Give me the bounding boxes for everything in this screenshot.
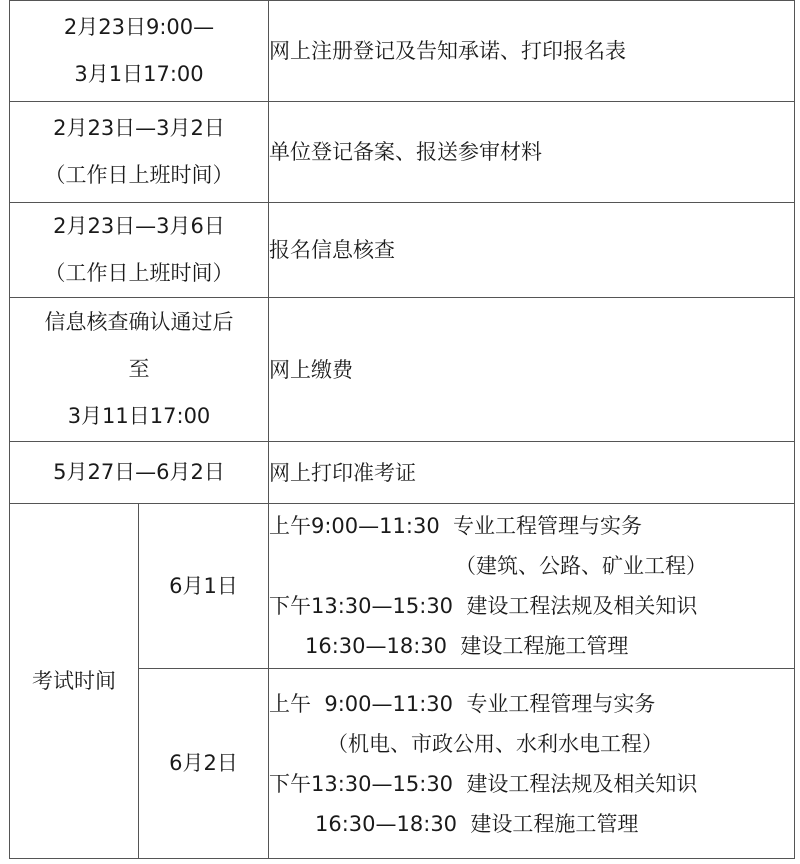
exam-date-cell <box>139 669 269 859</box>
time-text: 2月23日—3月6日 <box>53 214 225 238</box>
task-cell <box>269 442 795 504</box>
task-text: 网上打印准考证 <box>269 460 416 485</box>
time-text: 信息核查确认通过后 <box>44 310 234 334</box>
task-text: 网上缴费 <box>269 357 353 382</box>
exam-subject-line: 上午9:00—11:30 专业工程管理与实务 <box>269 514 643 538</box>
table-row <box>10 442 795 504</box>
table-row <box>10 504 795 669</box>
table-row <box>10 1 795 102</box>
time-text: 3月11日17:00 <box>67 404 211 428</box>
time-cell <box>10 102 269 203</box>
time-text: （工作日上班时间） <box>44 163 234 187</box>
time-text: 至 <box>128 357 150 381</box>
table-row <box>10 203 795 298</box>
time-text: 5月27日—6月2日 <box>53 460 225 484</box>
time-text: 2月23日9:00— <box>63 15 215 39</box>
time-cell <box>10 298 269 442</box>
exam-schedule-table <box>9 0 795 859</box>
time-cell <box>10 442 269 504</box>
task-text: 网上注册登记及告知承诺、打印报名表 <box>269 39 626 63</box>
time-text: 2月23日—3月2日 <box>53 116 225 140</box>
exam-subject-line: （建筑、公路、矿业工程） <box>455 554 707 578</box>
time-text: 3月1日17:00 <box>74 62 204 86</box>
exam-label-cell <box>10 504 139 859</box>
exam-label: 考试时间 <box>32 668 116 693</box>
exam-subject-line: 下午13:30—15:30 建设工程法规及相关知识 <box>269 771 698 796</box>
task-cell <box>269 1 795 102</box>
exam-subject-line: （机电、市政公用、水利水电工程） <box>327 731 663 756</box>
time-text: （工作日上班时间） <box>44 261 234 285</box>
time-cell <box>10 1 269 102</box>
exam-subject-line: 上午 9:00—11:30 专业工程管理与实务 <box>269 691 656 716</box>
exam-date: 6月1日 <box>169 573 238 598</box>
exam-subjects-cell <box>269 504 795 669</box>
exam-subjects-cell <box>269 669 795 859</box>
table-row <box>10 102 795 203</box>
task-cell <box>269 298 795 442</box>
exam-subject-line: 下午13:30—15:30 建设工程法规及相关知识 <box>269 594 698 618</box>
exam-subject-line: 16:30—18:30 建设工程施工管理 <box>315 811 639 836</box>
table-row <box>10 298 795 442</box>
exam-date: 6月2日 <box>169 751 238 775</box>
task-text: 单位登记备案、报送参审材料 <box>269 140 542 164</box>
time-cell <box>10 203 269 298</box>
task-cell <box>269 203 795 298</box>
task-cell <box>269 102 795 203</box>
task-text: 报名信息核查 <box>269 238 395 262</box>
exam-subject-line: 16:30—18:30 建设工程施工管理 <box>305 634 629 658</box>
exam-date-cell <box>139 504 269 669</box>
